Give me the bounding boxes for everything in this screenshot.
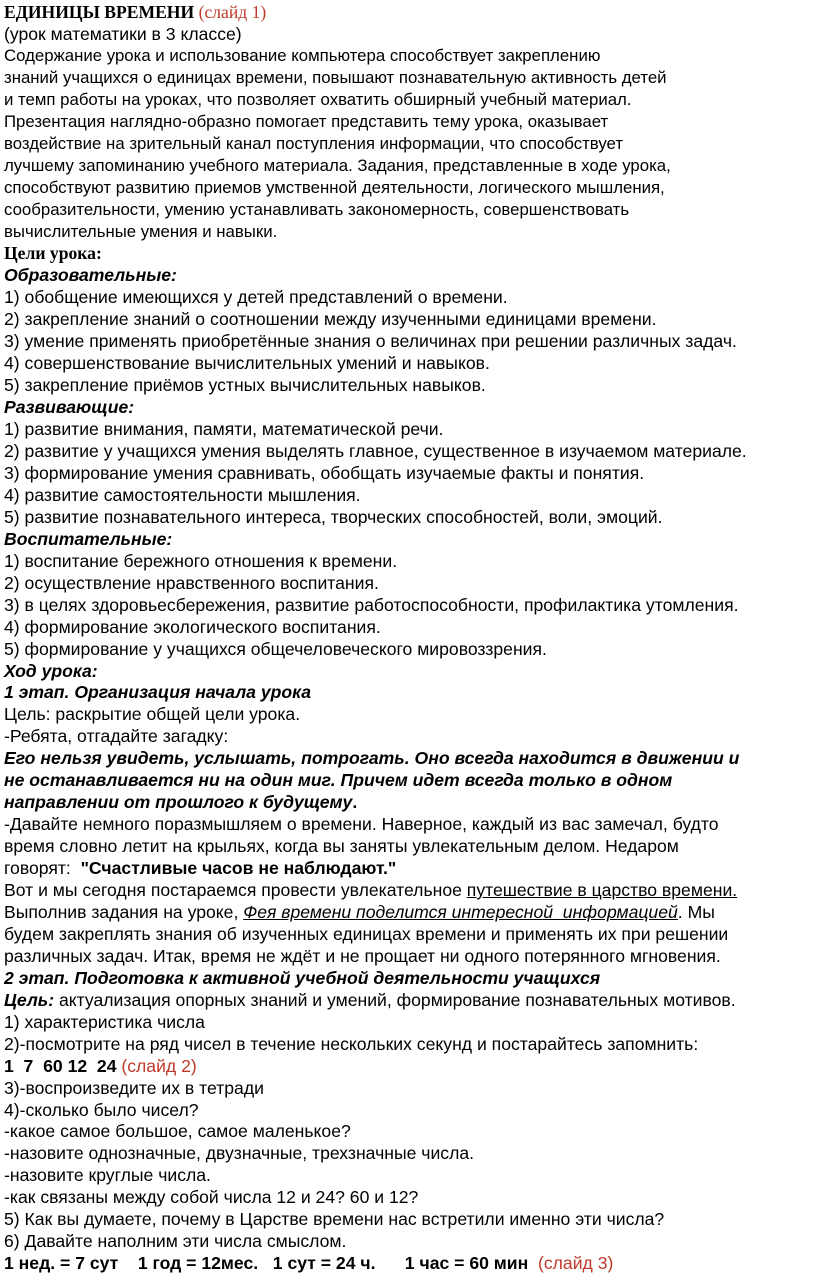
fairy-prefix: Выполнив задания на уроке, — [4, 901, 244, 922]
educational-item: 5) закрепление приёмов устных вычислительных навыков. — [4, 375, 486, 396]
saying-prefix: говорят: — [4, 858, 81, 879]
slide-2-marker: (слайд 2) — [116, 1055, 197, 1076]
intro-line: Содержание урока и использование компьютера способствует закреплению — [4, 45, 601, 65]
saying-line — [4, 860, 396, 878]
developing-item: 2) развитие у учащихся умения выделять главное, существенное в изучаемом материале. — [4, 441, 747, 461]
document-title: ЕДИНИЦЫ ВРЕМЕНИ — [4, 2, 195, 22]
upbringing-heading: Воспитательные: — [4, 528, 173, 549]
goals-heading: Цели урока: — [4, 243, 102, 264]
fairy-suffix: . Мы — [677, 901, 715, 922]
educational-item: 2) закрепление знаний о соотношении между изученными единицами времени. — [4, 309, 657, 330]
intro-line: сообразительности, умению устанавливать закономерность, совершенствовать — [4, 199, 630, 219]
riddle-end: . — [352, 792, 358, 813]
educational-item: 4) совершенствование вычислительных умений и навыков. — [4, 353, 490, 374]
educational-item: 3) умение применять приобретённые знания о величинах при решении различных задач. — [4, 331, 737, 352]
stage2-task: 3)-воспроизведите их в тетради — [4, 1077, 264, 1098]
intro-line: лучшему запоминанию учебного материала. Задания, представленные в ходе урока, — [4, 155, 671, 175]
journey-line — [4, 882, 737, 900]
stage2-task: -назовите однозначные, двузначные, трехзначные числа. — [4, 1143, 475, 1164]
upbringing-item: 1) воспитание бережного отношения к времени. — [4, 550, 398, 571]
continuation-line: будем закреплять знания об изученных единицах времени и применять их при решении — [4, 923, 729, 944]
time-equalities: 1 нед. = 7 сут 1 год = 12мес. 1 сут = 24 ч. 1 час = 60 мин — [4, 1253, 529, 1273]
journey-prefix: Вот и мы сегодня постараемся провести увлекательное — [4, 880, 467, 900]
riddle-line: направлении от прошлого к будущему — [4, 792, 353, 813]
developing-item: 1) развитие внимания, памяти, математической речи. — [4, 419, 444, 440]
stage2-task: -назовите круглые числа. — [4, 1165, 211, 1186]
number-series: 1 7 60 12 24 — [4, 1055, 117, 1076]
intro-line: знаний учащихся о единицах времени, повышают познавательную активность детей — [4, 67, 667, 87]
developing-item: 5) развитие познавательного интереса, творческих способностей, воли, эмоций. — [4, 506, 663, 527]
upbringing-item: 4) формирование экологического воспитания. — [4, 616, 381, 637]
intro-line: воздействие на зрительный канал поступления информации, что способствует — [4, 133, 624, 153]
stage2-goal-line — [4, 989, 736, 1010]
stage2-task: -какое самое большое, самое маленькое? — [4, 1121, 351, 1142]
developing-heading: Развивающие: — [4, 397, 135, 418]
developing-item: 4) развитие самостоятельности мышления. — [4, 484, 361, 505]
slide-3-marker: (слайд 3) — [528, 1253, 614, 1273]
discussion-line: время словно летит на крыльях, когда вы заняты увлекательным делом. Недаром — [4, 836, 679, 857]
intro-line: и темп работы на уроках, что позволяет охватить обширный учебный материал. — [4, 89, 632, 109]
numbers-line — [4, 1055, 197, 1076]
saying-quote: "Счастливые часов не наблюдают." — [80, 858, 397, 879]
continuation-line: различных задач. Итак, время не ждёт и не прощает ни одного потерянного мгновения. — [4, 945, 721, 966]
discussion-line: -Давайте немного поразмышляем о времени. Наверное, каждый из вас замечал, будто — [4, 814, 719, 835]
riddle-intro: -Ребята, отгадайте загадку: — [4, 726, 229, 747]
title-line — [4, 4, 266, 22]
upbringing-item: 5) формирование у учащихся общечеловеческого мировоззрения. — [4, 638, 547, 659]
fairy-line — [4, 901, 715, 922]
document-subtitle: (урок математики в 3 классе) — [4, 23, 242, 44]
journey-link[interactable]: путешествие в царство времени. — [466, 880, 738, 900]
stage2-task: 6) Давайте наполним эти числа смыслом. — [4, 1231, 347, 1252]
stage1-goal: Цель: раскрытие общей цели урока. — [4, 704, 301, 725]
upbringing-item: 2) осуществление нравственного воспитания. — [4, 572, 379, 593]
upbringing-item: 3) в целях здоровьесбережения, развитие работоспособности, профилактика утомления. — [4, 594, 739, 615]
intro-line: вычислительные умения и навыки. — [4, 221, 278, 241]
course-heading: Ход урока: — [4, 660, 98, 681]
slide-1-marker: (слайд 1) — [198, 2, 267, 22]
stage2-heading: 2 этап. Подготовка к активной учебной деятельности учащихся — [4, 967, 601, 988]
riddle-line-last — [4, 794, 357, 812]
developing-item: 3) формирование умения сравнивать, обобщать изучаемые факты и понятия. — [4, 462, 645, 483]
riddle-line: не останавливается ни на один миг. Причем идет всегда только в одном — [4, 770, 673, 791]
stage1-heading: 1 этап. Организация начала урока — [4, 682, 312, 703]
stage2-task: 2)-посмотрите на ряд чисел в течение нескольких секунд и постарайтесь запомнить: — [4, 1033, 699, 1054]
stage2-goal-text: актуализация опорных знаний и умений, формирование познавательных мотивов. — [54, 989, 736, 1010]
intro-line: способствуют развитию приемов умственной деятельности, логического мышления, — [4, 177, 665, 197]
stage2-task: -как связаны между собой числа 12 и 24? 60 и 12? — [4, 1187, 419, 1208]
intro-line: Презентация наглядно-образно помогает представить тему урока, оказывает — [4, 111, 609, 131]
educational-item: 1) обобщение имеющихся у детей представлений о времени. — [4, 287, 508, 308]
stage2-task: 5) Как вы думаете, почему в Царстве времени нас встретили именно эти числа? — [4, 1209, 665, 1230]
riddle-line: Его нельзя увидеть, услышать, потрогать. Оно всегда находится в движении и — [4, 748, 740, 769]
fairy-link[interactable]: Фея времени поделится интересной информацией — [243, 901, 678, 922]
stage2-task: 4)-сколько было чисел? — [4, 1099, 199, 1120]
stage2-task: 1) характеристика числа — [4, 1011, 205, 1032]
stage2-goal-label: Цель: — [4, 989, 55, 1010]
educational-heading: Образовательные: — [4, 265, 177, 286]
